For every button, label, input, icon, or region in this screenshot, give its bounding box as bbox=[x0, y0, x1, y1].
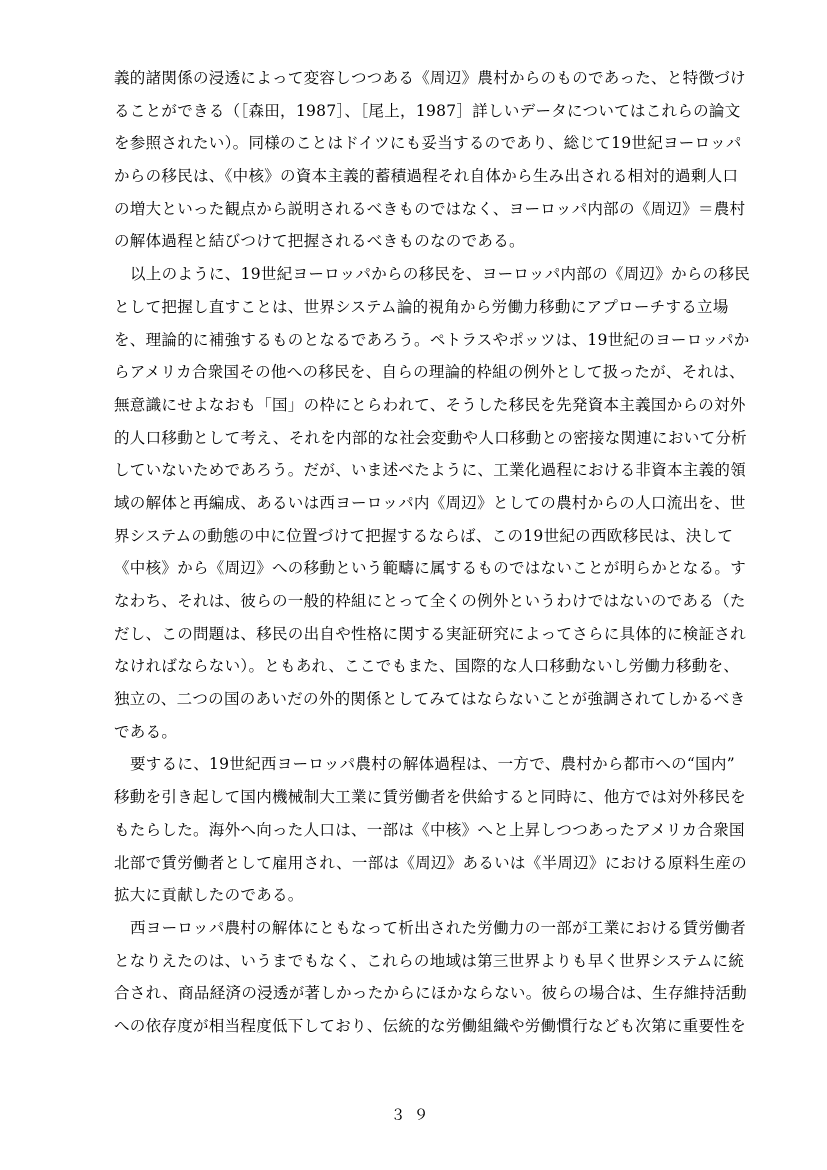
text-line: の解体過程と結びつけて把握されるべきものなのである。 bbox=[114, 232, 525, 251]
text-line: である。 bbox=[114, 722, 178, 741]
paragraph-2 bbox=[114, 258, 764, 748]
text-line: 域の解体と再編成、あるいは西ヨーロッパ内《周辺》としての農村からの人口流出を、世 bbox=[114, 493, 746, 512]
text-line: もたらした。海外へ向った人口は、一部は《中核》へと上昇しつつあったアメリカ合衆国 bbox=[114, 820, 745, 839]
text-line: 的人口移動として考え、それを内部的な社会変動や人口移動との密接な関連において分析 bbox=[114, 428, 747, 447]
text-line: していないためであろう。だが、いま述べたように、工業化過程における非資本主義的領 bbox=[114, 461, 747, 480]
text-line: 拡大に貢献したのである。 bbox=[114, 886, 304, 905]
text-line: を参照されたい）。同様のことはドイツにも妥当するのであり、総じて19世紀ヨーロッパ bbox=[114, 134, 742, 153]
text-line: だし、この問題は、移民の出自や性格に関する実証研究によってさらに具体的に検証され bbox=[114, 624, 747, 643]
text-line: 以上のように、19世紀ヨーロッパからの移民を、ヨーロッパ内部の《周辺》からの移民 bbox=[130, 265, 751, 284]
text-line: 界システムの動態の中に位置づけて把握するならば、この19世紀の西欧移民は、決して bbox=[114, 526, 734, 545]
text-line: からの移民は、《中核》の資本主義的蓄積過程それ自体から生み出される相対的過剰人口 bbox=[114, 167, 739, 186]
text-line: 無意識にせよなおも「国」の枠にとらわれて、そうした移民を先発資本主義国からの対外 bbox=[114, 395, 746, 414]
text-line: 北部で賃労働者として雇用され、一部は《周辺》あるいは《半周辺》における原料生産の bbox=[114, 853, 747, 872]
page-number: ３９ bbox=[390, 1106, 437, 1124]
text-line: らアメリカ合衆国その他への移民を、自らの理論的枠組の例外として扱ったが、それは、 bbox=[114, 363, 745, 382]
text-line: として把握し直すことは、世界システム論的視角から労働力移動にアプローチする立場 bbox=[114, 297, 729, 316]
paragraph-4 bbox=[114, 912, 764, 1043]
text-line: 独立の、二つの国のあいだの外的関係としてみてはならないことが強調されてしかるべき bbox=[114, 690, 746, 709]
text-line: の増大といった観点から説明されるべきものではなく、ヨーロッパ内部の《周辺》＝農村 bbox=[114, 199, 746, 218]
text-line: 西ヨーロッパ農村の解体にともなって析出された労働力の一部が工業における賃労働者 bbox=[130, 918, 746, 937]
text-line: 移動を引き起して国内機械制大工業に賃労働者を供給すると同時に、他方では対外移民を bbox=[114, 788, 747, 807]
text-line: となりえたのは、いうまでもなく、これらの地域は第三世界よりも早く世界システムに統 bbox=[114, 951, 745, 970]
text-line: を、理論的に補強するものとなるであろう。ペトラスやポッツは、19世紀のヨーロッパか bbox=[114, 330, 750, 349]
paragraph-3 bbox=[114, 748, 764, 911]
text-line: なわち、それは、彼らの一般的枠組にとって全くの例外というわけではないのである（た bbox=[114, 592, 746, 610]
text-line: 要するに、19世紀西ヨーロッパ農村の解体過程は、一方で、農村から都市への“国内” bbox=[130, 755, 735, 774]
text-line: 義的諸関係の浸透によって変容しつつある《周辺》農村からのものであった、と特徴づけ bbox=[114, 69, 746, 87]
text-line: 合され、商品経済の浸透が著しかったからにほかならない。彼らの場合は、生存維持活動 bbox=[114, 984, 747, 1003]
text-line: 《中核》から《周辺》への移動という範疇に属するものではないことが明らかとなる。す bbox=[114, 559, 747, 578]
text-line: なければならない）。ともあれ、ここでもまた、国際的な人口移動ないし労働力移動を、 bbox=[114, 657, 740, 676]
page-body bbox=[114, 62, 764, 1043]
paragraph-1 bbox=[114, 62, 764, 258]
text-line: への依存度が相当程度低下しており、伝統的な労働組織や労働慣行なども次第に重要性を bbox=[114, 1016, 747, 1035]
text-line: ることができる（［森田，1987］、［尾上，1987］詳しいデータについてはこれらの論文 bbox=[114, 101, 741, 120]
